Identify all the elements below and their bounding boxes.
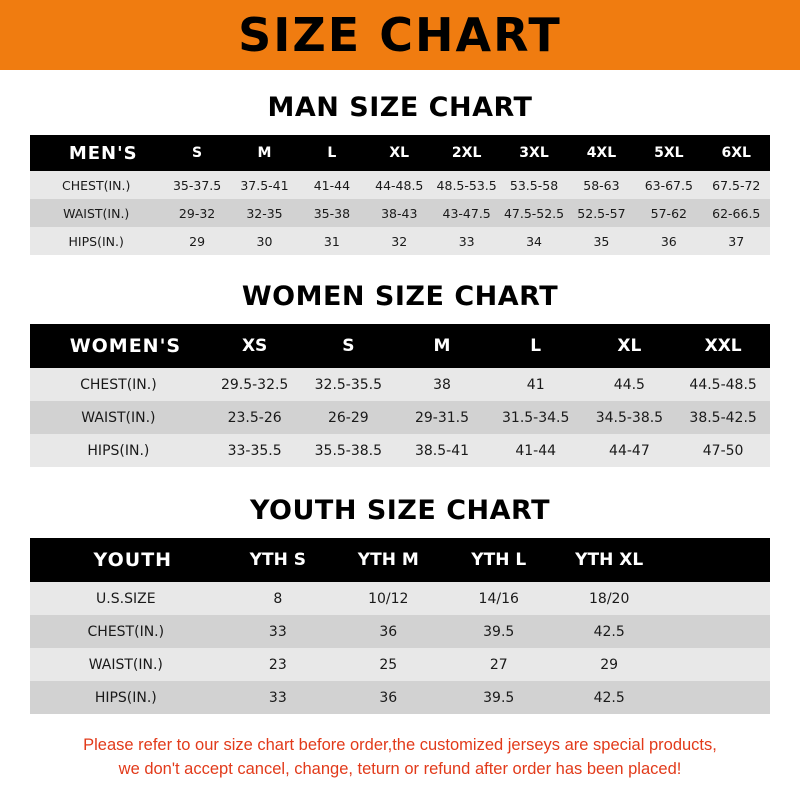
- youth-cell-1-0: 33: [223, 615, 333, 648]
- youth-cell-1-2: 39.5: [444, 615, 554, 648]
- women-cell-0-4: 44.5: [583, 368, 677, 401]
- table-row: [30, 434, 770, 467]
- men-cell-2-4: 33: [433, 227, 500, 255]
- table-header-row: [30, 135, 770, 171]
- women-header-cell-5: XL: [583, 324, 677, 368]
- men-header-cell-6: 3XL: [500, 135, 567, 171]
- men-cell-1-2: 35-38: [298, 199, 365, 227]
- youth-cell-3-1: 36: [333, 681, 443, 714]
- table-header-row: [30, 538, 770, 582]
- table-row: [30, 615, 770, 648]
- men-row-1-label: WAIST(IN.): [30, 199, 163, 227]
- women-cell-2-0: 33-35.5: [208, 434, 302, 467]
- notice-line-1: Please refer to our size chart before order,the customized jerseys are special products,: [83, 736, 717, 754]
- women-header-cell-2: S: [301, 324, 395, 368]
- women-row-1-label: WAIST(IN.): [30, 401, 208, 434]
- men-cell-2-7: 36: [635, 227, 702, 255]
- men-cell-1-5: 47.5-52.5: [500, 199, 567, 227]
- women-header-cell-4: L: [489, 324, 583, 368]
- youth-cell-0-2: 14/16: [444, 582, 554, 615]
- men-cell-1-6: 52.5-57: [568, 199, 635, 227]
- men-table-header: [30, 135, 770, 171]
- women-cell-2-4: 44-47: [583, 434, 677, 467]
- men-header-cell-2: M: [231, 135, 298, 171]
- men-section: [30, 92, 770, 255]
- men-cell-2-3: 32: [366, 227, 433, 255]
- men-table-body: [30, 171, 770, 255]
- women-cell-1-2: 29-31.5: [395, 401, 489, 434]
- women-cell-1-0: 23.5-26: [208, 401, 302, 434]
- men-header-cell-8: 5XL: [635, 135, 702, 171]
- youth-row-1-label: CHEST(IN.): [30, 615, 223, 648]
- youth-header-spacer: [664, 538, 770, 582]
- women-cell-0-5: 44.5-48.5: [676, 368, 770, 401]
- men-cell-2-1: 30: [231, 227, 298, 255]
- men-header-cell-3: L: [298, 135, 365, 171]
- youth-cell-2-2: 27: [444, 648, 554, 681]
- women-cell-2-5: 47-50: [676, 434, 770, 467]
- women-section: [30, 281, 770, 467]
- youth-row-0-spacer: [664, 582, 770, 615]
- youth-row-2-label: WAIST(IN.): [30, 648, 223, 681]
- women-table-header: [30, 324, 770, 368]
- women-header-cell-1: XS: [208, 324, 302, 368]
- youth-row-3-label: HIPS(IN.): [30, 681, 223, 714]
- youth-cell-1-1: 36: [333, 615, 443, 648]
- men-cell-2-6: 35: [568, 227, 635, 255]
- youth-cell-2-3: 29: [554, 648, 664, 681]
- women-section-title: WOMEN SIZE CHART: [241, 281, 559, 312]
- men-cell-0-7: 63-67.5: [635, 171, 702, 199]
- youth-section-title: YOUTH SIZE CHART: [249, 495, 551, 526]
- youth-cell-3-3: 42.5: [554, 681, 664, 714]
- men-header-cell-0: MEN'S: [30, 135, 163, 171]
- notice-line-2: we don't accept cancel, change, teturn or refund after order has been placed!: [118, 759, 682, 778]
- youth-cell-0-0: 8: [223, 582, 333, 615]
- banner: [0, 0, 800, 70]
- men-header-cell-1: S: [163, 135, 230, 171]
- table-row: [30, 648, 770, 681]
- youth-row-3-spacer: [664, 681, 770, 714]
- table-row: [30, 681, 770, 714]
- men-cell-1-0: 29-32: [163, 199, 230, 227]
- men-size-table: [30, 135, 770, 255]
- youth-row-1-spacer: [664, 615, 770, 648]
- men-cell-2-0: 29: [163, 227, 230, 255]
- youth-cell-1-3: 42.5: [554, 615, 664, 648]
- youth-section: [30, 495, 770, 714]
- women-cell-1-5: 38.5-42.5: [676, 401, 770, 434]
- youth-header-cell-4: YTH XL: [554, 538, 664, 582]
- youth-cell-3-2: 39.5: [444, 681, 554, 714]
- men-header-cell-9: 6XL: [703, 135, 770, 171]
- men-cell-1-8: 62-66.5: [703, 199, 770, 227]
- men-cell-0-3: 44-48.5: [366, 171, 433, 199]
- table-row: [30, 227, 770, 255]
- women-cell-0-1: 32.5-35.5: [301, 368, 395, 401]
- table-row: [30, 582, 770, 615]
- table-row: [30, 401, 770, 434]
- women-cell-0-2: 38: [395, 368, 489, 401]
- men-row-0-label: CHEST(IN.): [30, 171, 163, 199]
- youth-header-cell-0: YOUTH: [30, 538, 223, 582]
- women-cell-0-3: 41: [489, 368, 583, 401]
- women-cell-1-1: 26-29: [301, 401, 395, 434]
- men-row-2-label: HIPS(IN.): [30, 227, 163, 255]
- men-cell-0-1: 37.5-41: [231, 171, 298, 199]
- men-cell-0-0: 35-37.5: [163, 171, 230, 199]
- women-cell-2-2: 38.5-41: [395, 434, 489, 467]
- women-table-body: [30, 368, 770, 467]
- men-cell-2-8: 37: [703, 227, 770, 255]
- men-cell-2-5: 34: [500, 227, 567, 255]
- women-header-cell-0: WOMEN'S: [30, 324, 208, 368]
- men-cell-2-2: 31: [298, 227, 365, 255]
- table-row: [30, 199, 770, 227]
- youth-size-table: [30, 538, 770, 714]
- youth-header-cell-1: YTH S: [223, 538, 333, 582]
- men-section-title: MAN SIZE CHART: [267, 92, 533, 123]
- women-header-cell-3: M: [395, 324, 489, 368]
- women-size-table: [30, 324, 770, 467]
- men-header-cell-7: 4XL: [568, 135, 635, 171]
- men-header-cell-4: XL: [366, 135, 433, 171]
- youth-row-0-label: U.S.SIZE: [30, 582, 223, 615]
- table-header-row: [30, 324, 770, 368]
- youth-table-header: [30, 538, 770, 582]
- women-header-cell-6: XXL: [676, 324, 770, 368]
- table-row: [30, 368, 770, 401]
- men-cell-0-8: 67.5-72: [703, 171, 770, 199]
- youth-row-2-spacer: [664, 648, 770, 681]
- banner-title: SIZE CHART: [238, 8, 562, 62]
- youth-cell-2-1: 25: [333, 648, 443, 681]
- men-cell-1-7: 57-62: [635, 199, 702, 227]
- men-cell-1-3: 38-43: [366, 199, 433, 227]
- notice-text: [24, 734, 776, 782]
- table-row: [30, 171, 770, 199]
- women-cell-0-0: 29.5-32.5: [208, 368, 302, 401]
- men-header-cell-5: 2XL: [433, 135, 500, 171]
- youth-cell-0-1: 10/12: [333, 582, 443, 615]
- men-cell-0-6: 58-63: [568, 171, 635, 199]
- women-cell-2-1: 35.5-38.5: [301, 434, 395, 467]
- youth-cell-2-0: 23: [223, 648, 333, 681]
- youth-cell-3-0: 33: [223, 681, 333, 714]
- youth-cell-0-3: 18/20: [554, 582, 664, 615]
- women-cell-1-3: 31.5-34.5: [489, 401, 583, 434]
- youth-table-body: [30, 582, 770, 714]
- women-cell-2-3: 41-44: [489, 434, 583, 467]
- women-row-2-label: HIPS(IN.): [30, 434, 208, 467]
- men-cell-0-5: 53.5-58: [500, 171, 567, 199]
- women-cell-1-4: 34.5-38.5: [583, 401, 677, 434]
- men-cell-0-2: 41-44: [298, 171, 365, 199]
- youth-header-cell-3: YTH L: [444, 538, 554, 582]
- women-row-0-label: CHEST(IN.): [30, 368, 208, 401]
- youth-header-cell-2: YTH M: [333, 538, 443, 582]
- men-cell-0-4: 48.5-53.5: [433, 171, 500, 199]
- men-cell-1-4: 43-47.5: [433, 199, 500, 227]
- men-cell-1-1: 32-35: [231, 199, 298, 227]
